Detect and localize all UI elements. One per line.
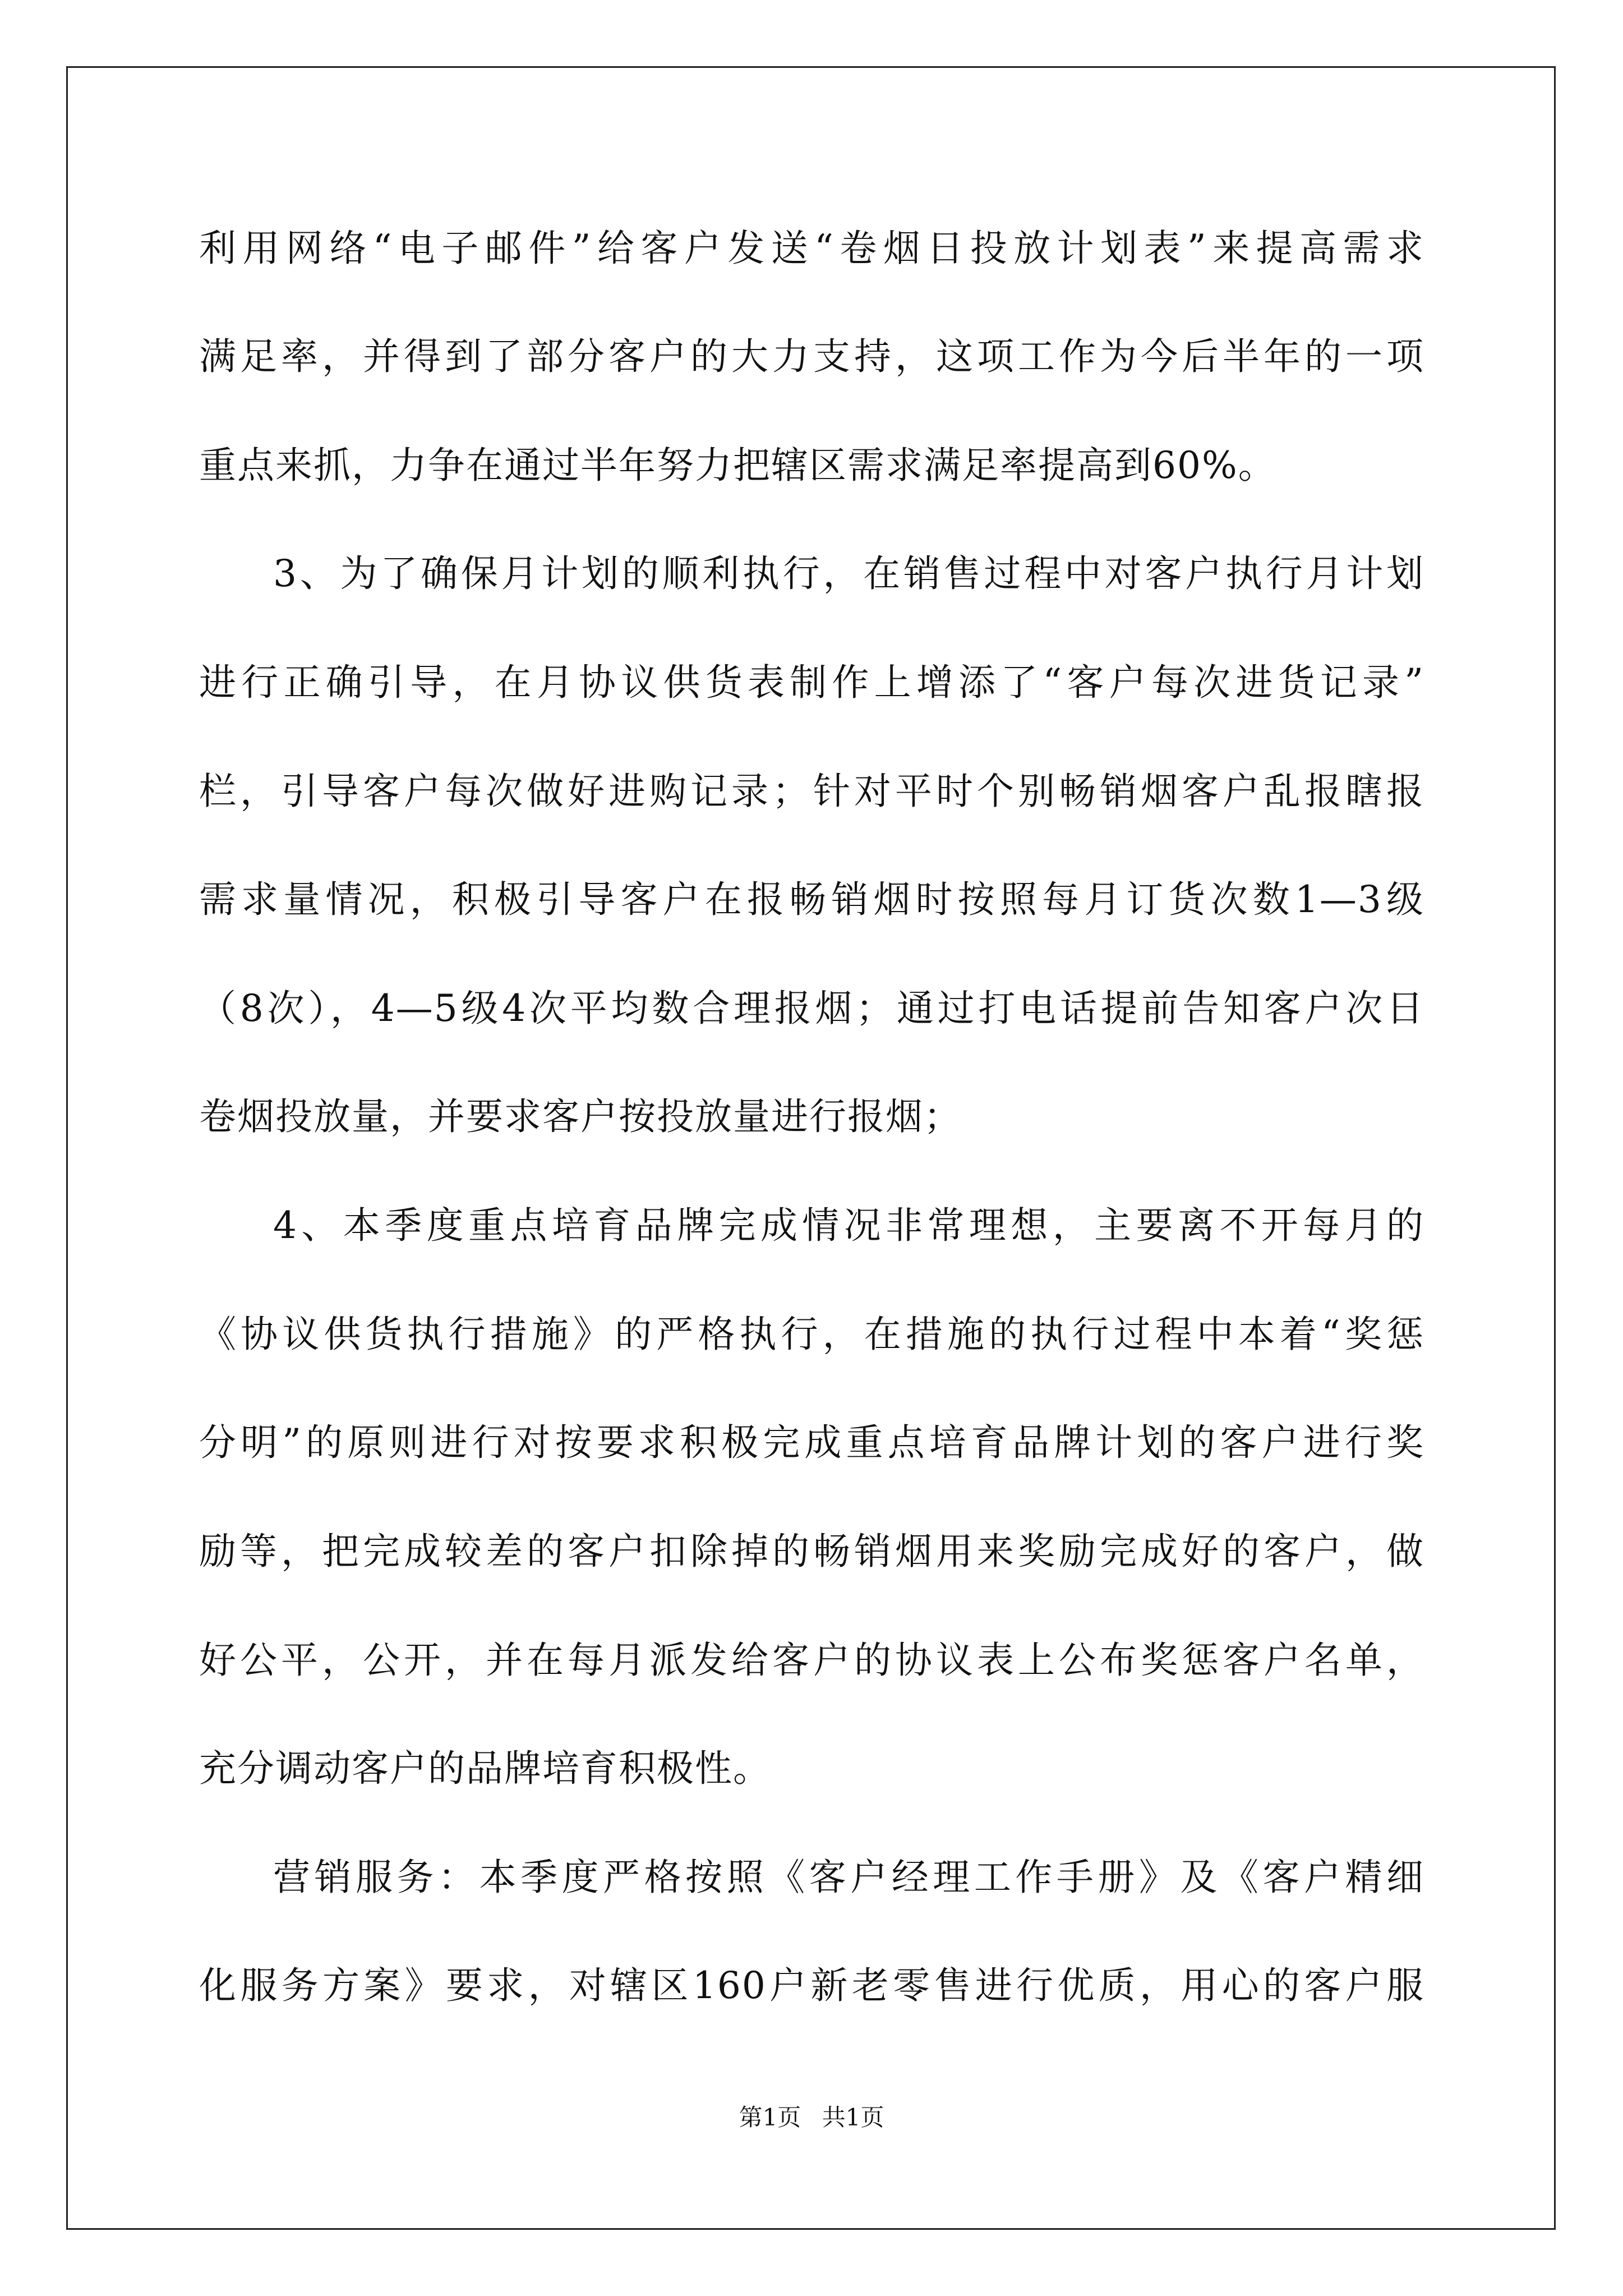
text-line: 栏，引导客户每次做好进购记录；针对平时个别畅销烟客户乱报瞎报 <box>199 770 1424 813</box>
page-border <box>66 66 1556 2230</box>
text-line: 《协议供货执行措施》的严格执行，在措施的执行过程中本着“奖惩 <box>199 1313 1424 1356</box>
text-line: 好公平，公开，并在每月派发给客户的协议表上公布奖惩客户名单， <box>199 1639 1424 1682</box>
text-line: 重点来抓，力争在通过半年努力把辖区需求满足率提高到60%。 <box>199 444 1276 487</box>
text-line: 分明”的原则进行对按要求积极完成重点培育品牌计划的客户进行奖 <box>199 1421 1424 1464</box>
text-line: 3、为了确保月计划的顺利执行，在销售过程中对客户执行月计划 <box>273 552 1424 595</box>
text-line: 需求量情况，积极引导客户在报畅销烟时按照每月订货次数1—3级 <box>199 878 1424 921</box>
text-line: 营销服务：本季度严格按照《客户经理工作手册》及《客户精细 <box>273 1856 1424 1899</box>
text-line: 励等，把完成较差的客户扣除掉的畅销烟用来奖励完成好的客户，做 <box>199 1530 1424 1573</box>
page-total: 共1页 <box>822 2104 884 2131</box>
page-number: 第1页 <box>739 2104 801 2131</box>
text-line: 满足率，并得到了部分客户的大力支持，这项工作为今后半年的一项 <box>199 335 1424 378</box>
text-line: 进行正确引导，在月协议供货表制作上增添了“客户每次进货记录” <box>199 661 1424 704</box>
text-line: （8次），4—5级4次平均数合理报烟；通过打电话提前告知客户次日 <box>199 987 1424 1030</box>
text-line: 充分调动客户的品牌培育积极性。 <box>199 1747 771 1790</box>
text-line: 利用网络“电子邮件”给客户发送“卷烟日投放计划表”来提高需求 <box>199 227 1424 270</box>
text-line: 4、本季度重点培育品牌完成情况非常理想，主要离不开每月的 <box>273 1204 1424 1247</box>
text-line: 卷烟投放量，并要求客户按投放量进行报烟； <box>199 1095 962 1138</box>
page-footer <box>0 2101 1623 2134</box>
text-line: 化服务方案》要求，对辖区160户新老零售进行优质，用心的客户服 <box>199 1964 1424 2007</box>
